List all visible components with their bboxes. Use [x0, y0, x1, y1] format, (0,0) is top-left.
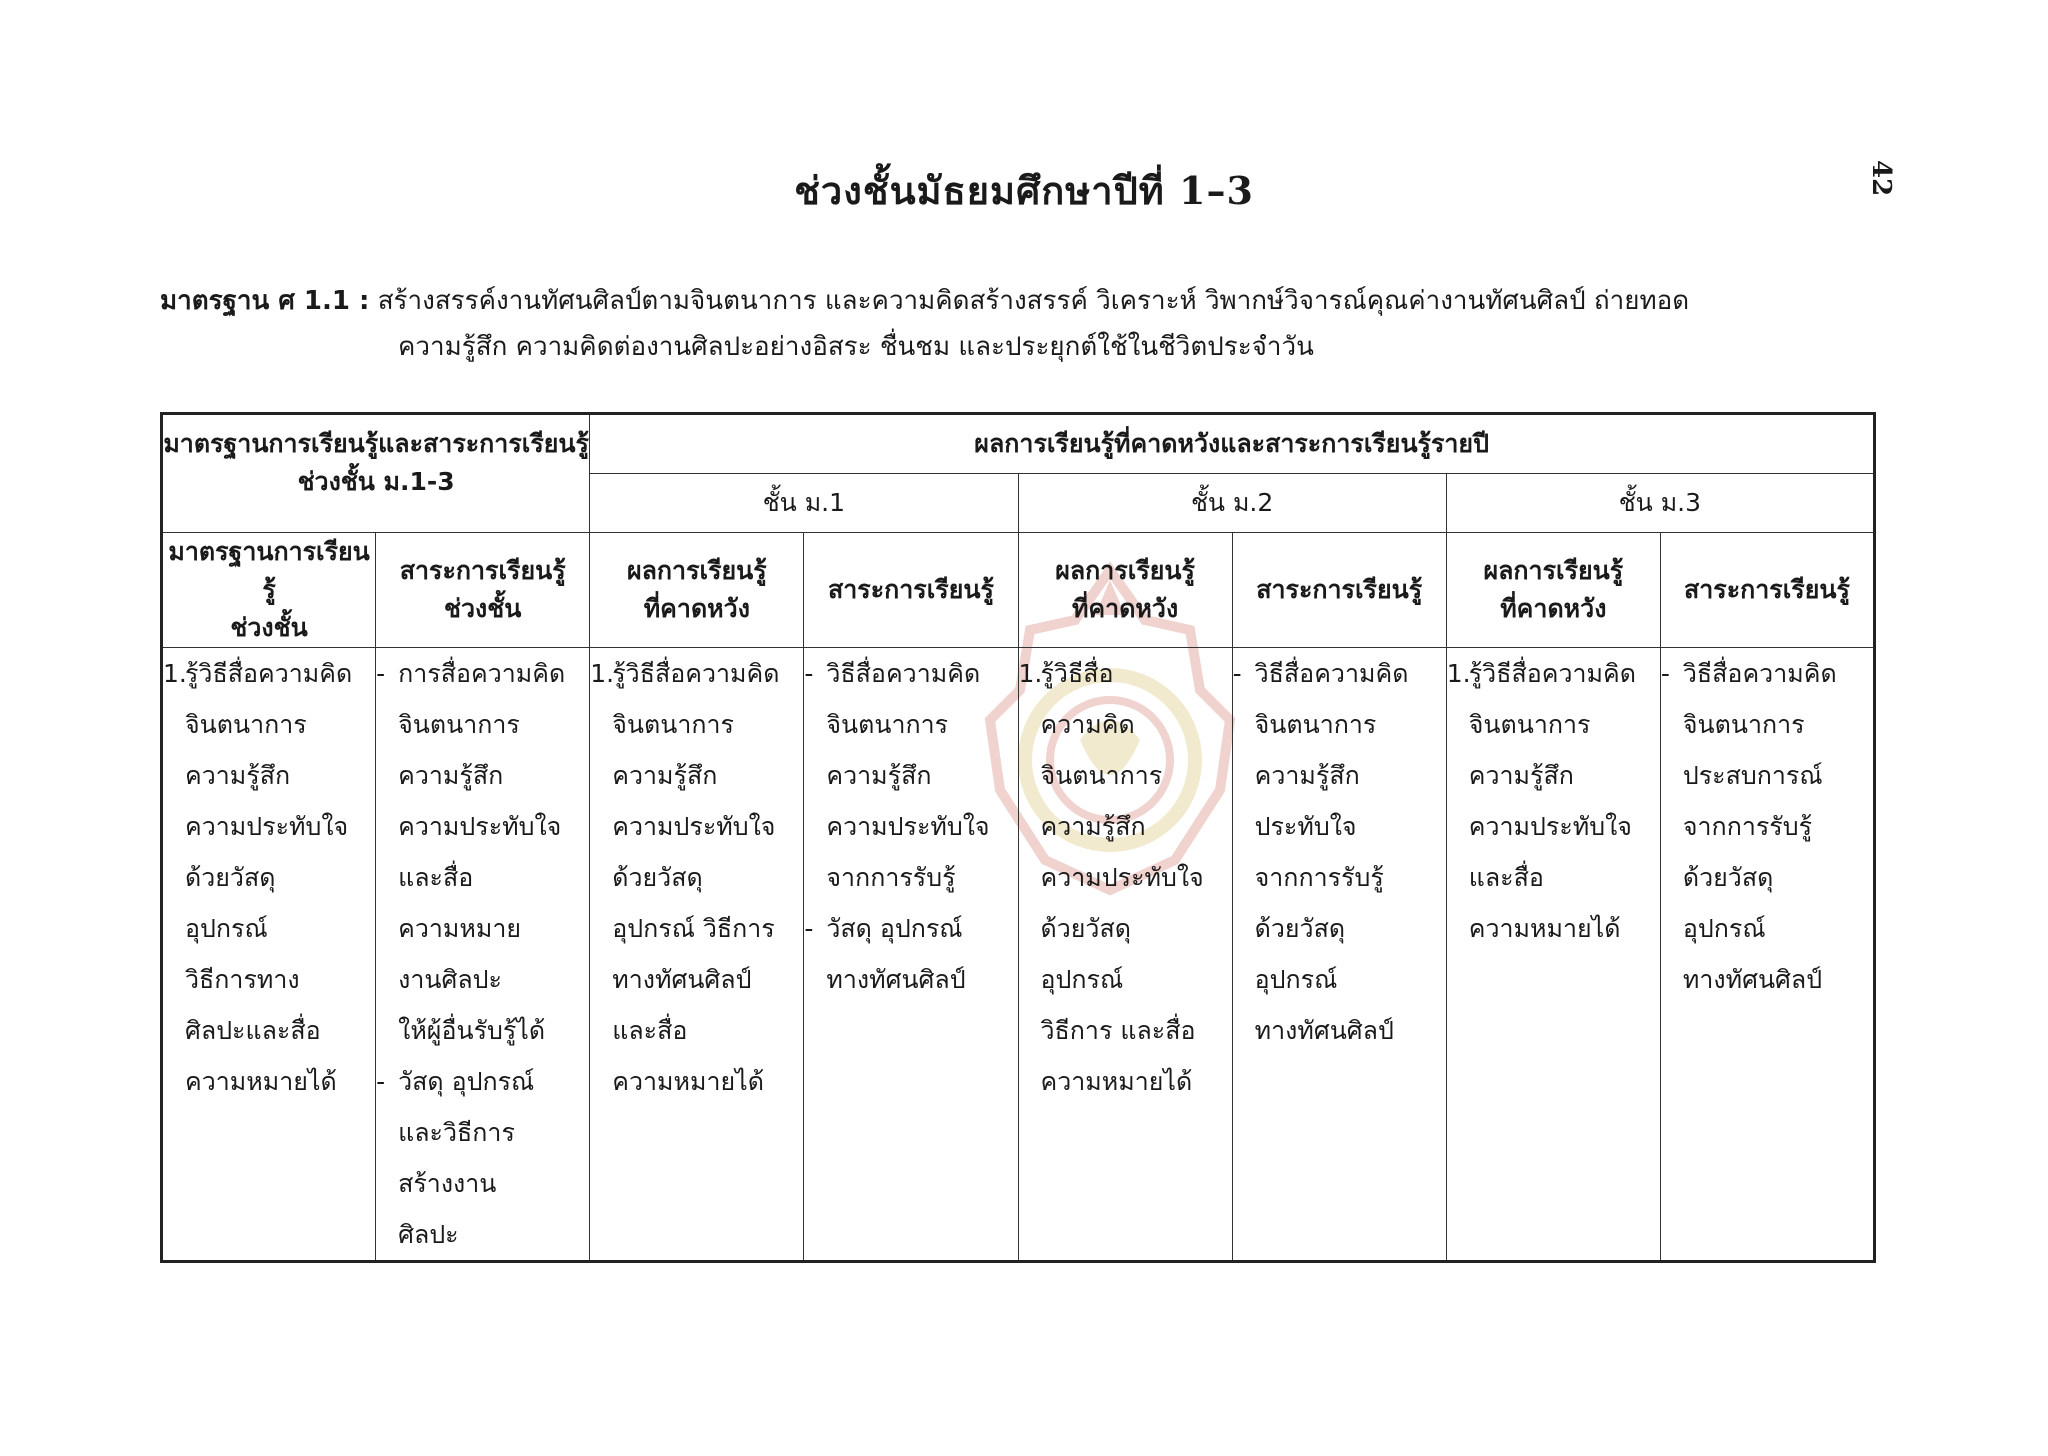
list-item: 1. รู้วิธีสื่อความคิด จินตนาการ ความรู้สึก ความประทับใจ ด้วยวัสดุ อุปกรณ์ วิธีการ ทางทัศนศิลป์ และสื่อ ความหมายได้ — [590, 659, 780, 1096]
curriculum-table — [160, 412, 1876, 1263]
list-item: - วิธีสื่อความคิด จินตนาการ ความรู้สึก ความประทับใจ จากการรับรู้ — [804, 659, 990, 892]
list-item: 1. รู้วิธีสื่อความคิด จินตนาการ ความรู้สึก ความประทับใจ และสื่อ ความหมายได้ — [1446, 659, 1636, 943]
list-item: - การสื่อความคิด จินตนาการ ความรู้สึก ความประทับใจ และสื่อ ความหมาย งานศิลปะ ให้ผู้อื่นรับรู้ได้ — [376, 659, 566, 1045]
cell-m1-outcome — [590, 648, 804, 1262]
subheader-m3-content: สาระการเรียนรู้ — [1660, 533, 1874, 648]
standard-statement — [160, 278, 1880, 370]
cell-m3-content — [1660, 648, 1874, 1262]
subheader-m1-outcome: ผลการเรียนรู้ ที่คาดหวัง — [590, 533, 804, 648]
list-item: 1. รู้วิธีสื่อ ความคิด จินตนาการ ความรู้สึก ความประทับใจ ด้วยวัสดุ อุปกรณ์ วิธีการ และสื่อ ความหมายได้ — [1018, 659, 1204, 1096]
grade-m1-header: ชั้น ม.1 — [590, 474, 1018, 533]
list-item: - วัสดุ อุปกรณ์ และวิธีการ สร้างงาน ศิลปะ — [376, 1067, 535, 1249]
list-item: - วิธีสื่อความคิด จินตนาการ ประสบการณ์ จากการรับรู้ ด้วยวัสดุ อุปกรณ์ ทางทัศนศิลป์ — [1660, 659, 1837, 994]
standard-line-1: สร้างสรรค์งานทัศนศิลป์ตามจินตนาการ และความคิดสร้างสรรค์ วิเคราะห์ วิพากษ์วิจารณ์คุณค่างานทัศนศิลป์ ถ่ายทอด — [377, 286, 1690, 316]
standard-label: มาตรฐาน ศ 1.1 : — [160, 286, 370, 316]
cell-m3-outcome — [1446, 648, 1660, 1262]
cell-m1-content — [804, 648, 1018, 1262]
page-title: ช่วงชั้นมัธยมศึกษาปีที่ 1–3 — [794, 168, 1254, 213]
cell-range-content — [376, 648, 590, 1262]
grade-m3-header: ชั้น ม.3 — [1446, 474, 1874, 533]
page-number: 42 — [1866, 160, 1896, 197]
subheader-range-content: สาระการเรียนรู้ ช่วงชั้น — [376, 533, 590, 648]
subheader-m2-outcome: ผลการเรียนรู้ ที่คาดหวัง — [1018, 533, 1232, 648]
subheader-m1-content: สาระการเรียนรู้ — [804, 533, 1018, 648]
cell-m2-content — [1232, 648, 1446, 1262]
cell-m2-outcome — [1018, 648, 1232, 1262]
cell-range-standard — [162, 648, 376, 1262]
header-range-standards: มาตรฐานการเรียนรู้และสาระการเรียนรู้ ช่วงชั้น ม.1-3 — [162, 414, 590, 533]
subheader-range-standard: มาตรฐานการเรียนรู้ ช่วงชั้น — [162, 533, 376, 648]
header-yearly-outcomes: ผลการเรียนรู้ที่คาดหวังและสาระการเรียนรู้รายปี — [590, 414, 1875, 474]
grade-m2-header: ชั้น ม.2 — [1018, 474, 1446, 533]
list-item: - วัสดุ อุปกรณ์ ทางทัศนศิลป์ — [804, 914, 966, 994]
list-item: - วิธีสื่อความคิด จินตนาการ ความรู้สึก ประทับใจ จากการรับรู้ ด้วยวัสดุ อุปกรณ์ ทางทัศนศิลป์ — [1232, 659, 1409, 1045]
subheader-m2-content: สาระการเรียนรู้ — [1232, 533, 1446, 648]
list-item: 1. รู้วิธีสื่อความคิด จินตนาการ ความรู้สึก ความประทับใจ ด้วยวัสดุ อุปกรณ์ วิธีการทาง ศิลปะและสื่อ ความหมายได้ — [163, 659, 353, 1096]
standard-line-2: ความรู้สึก ความคิดต่องานศิลปะอย่างอิสระ ชื่นชม และประยุกต์ใช้ในชีวิตประจำวัน — [398, 332, 1314, 362]
subheader-m3-outcome: ผลการเรียนรู้ ที่คาดหวัง — [1446, 533, 1660, 648]
